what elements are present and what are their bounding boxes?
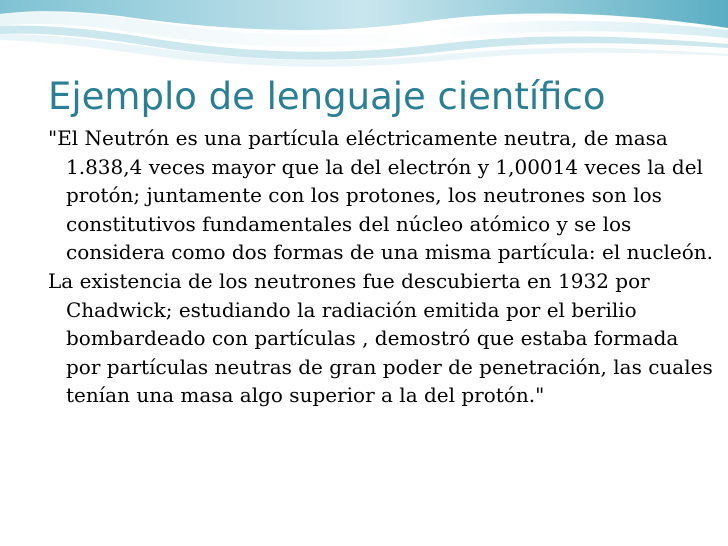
slide-title: Ejemplo de lenguaje científico <box>48 75 606 118</box>
header-wave-decoration <box>0 0 728 80</box>
body-paragraph: "El Neutrón es una partícula eléctricamente neutra, de masa 1.838,4 veces mayor que la del electrón y 1,00014 veces la del protón; juntamente con los protones, los neutrones son los constitutivos fundamentales del núcleo atómico y se los considera como dos formas de una misma partícula: el nucleón. <box>48 126 714 265</box>
slide-body <box>48 124 718 410</box>
body-paragraph: La existencia de los neutrones fue descubierta en 1932 por Chadwick; estudiando la radiación emitida por el berilio bombardeado con partículas , demostró que estaba formada por partículas neutras de gran poder de penetración, las cuales tenían una masa algo superior a la del protón." <box>48 268 713 408</box>
